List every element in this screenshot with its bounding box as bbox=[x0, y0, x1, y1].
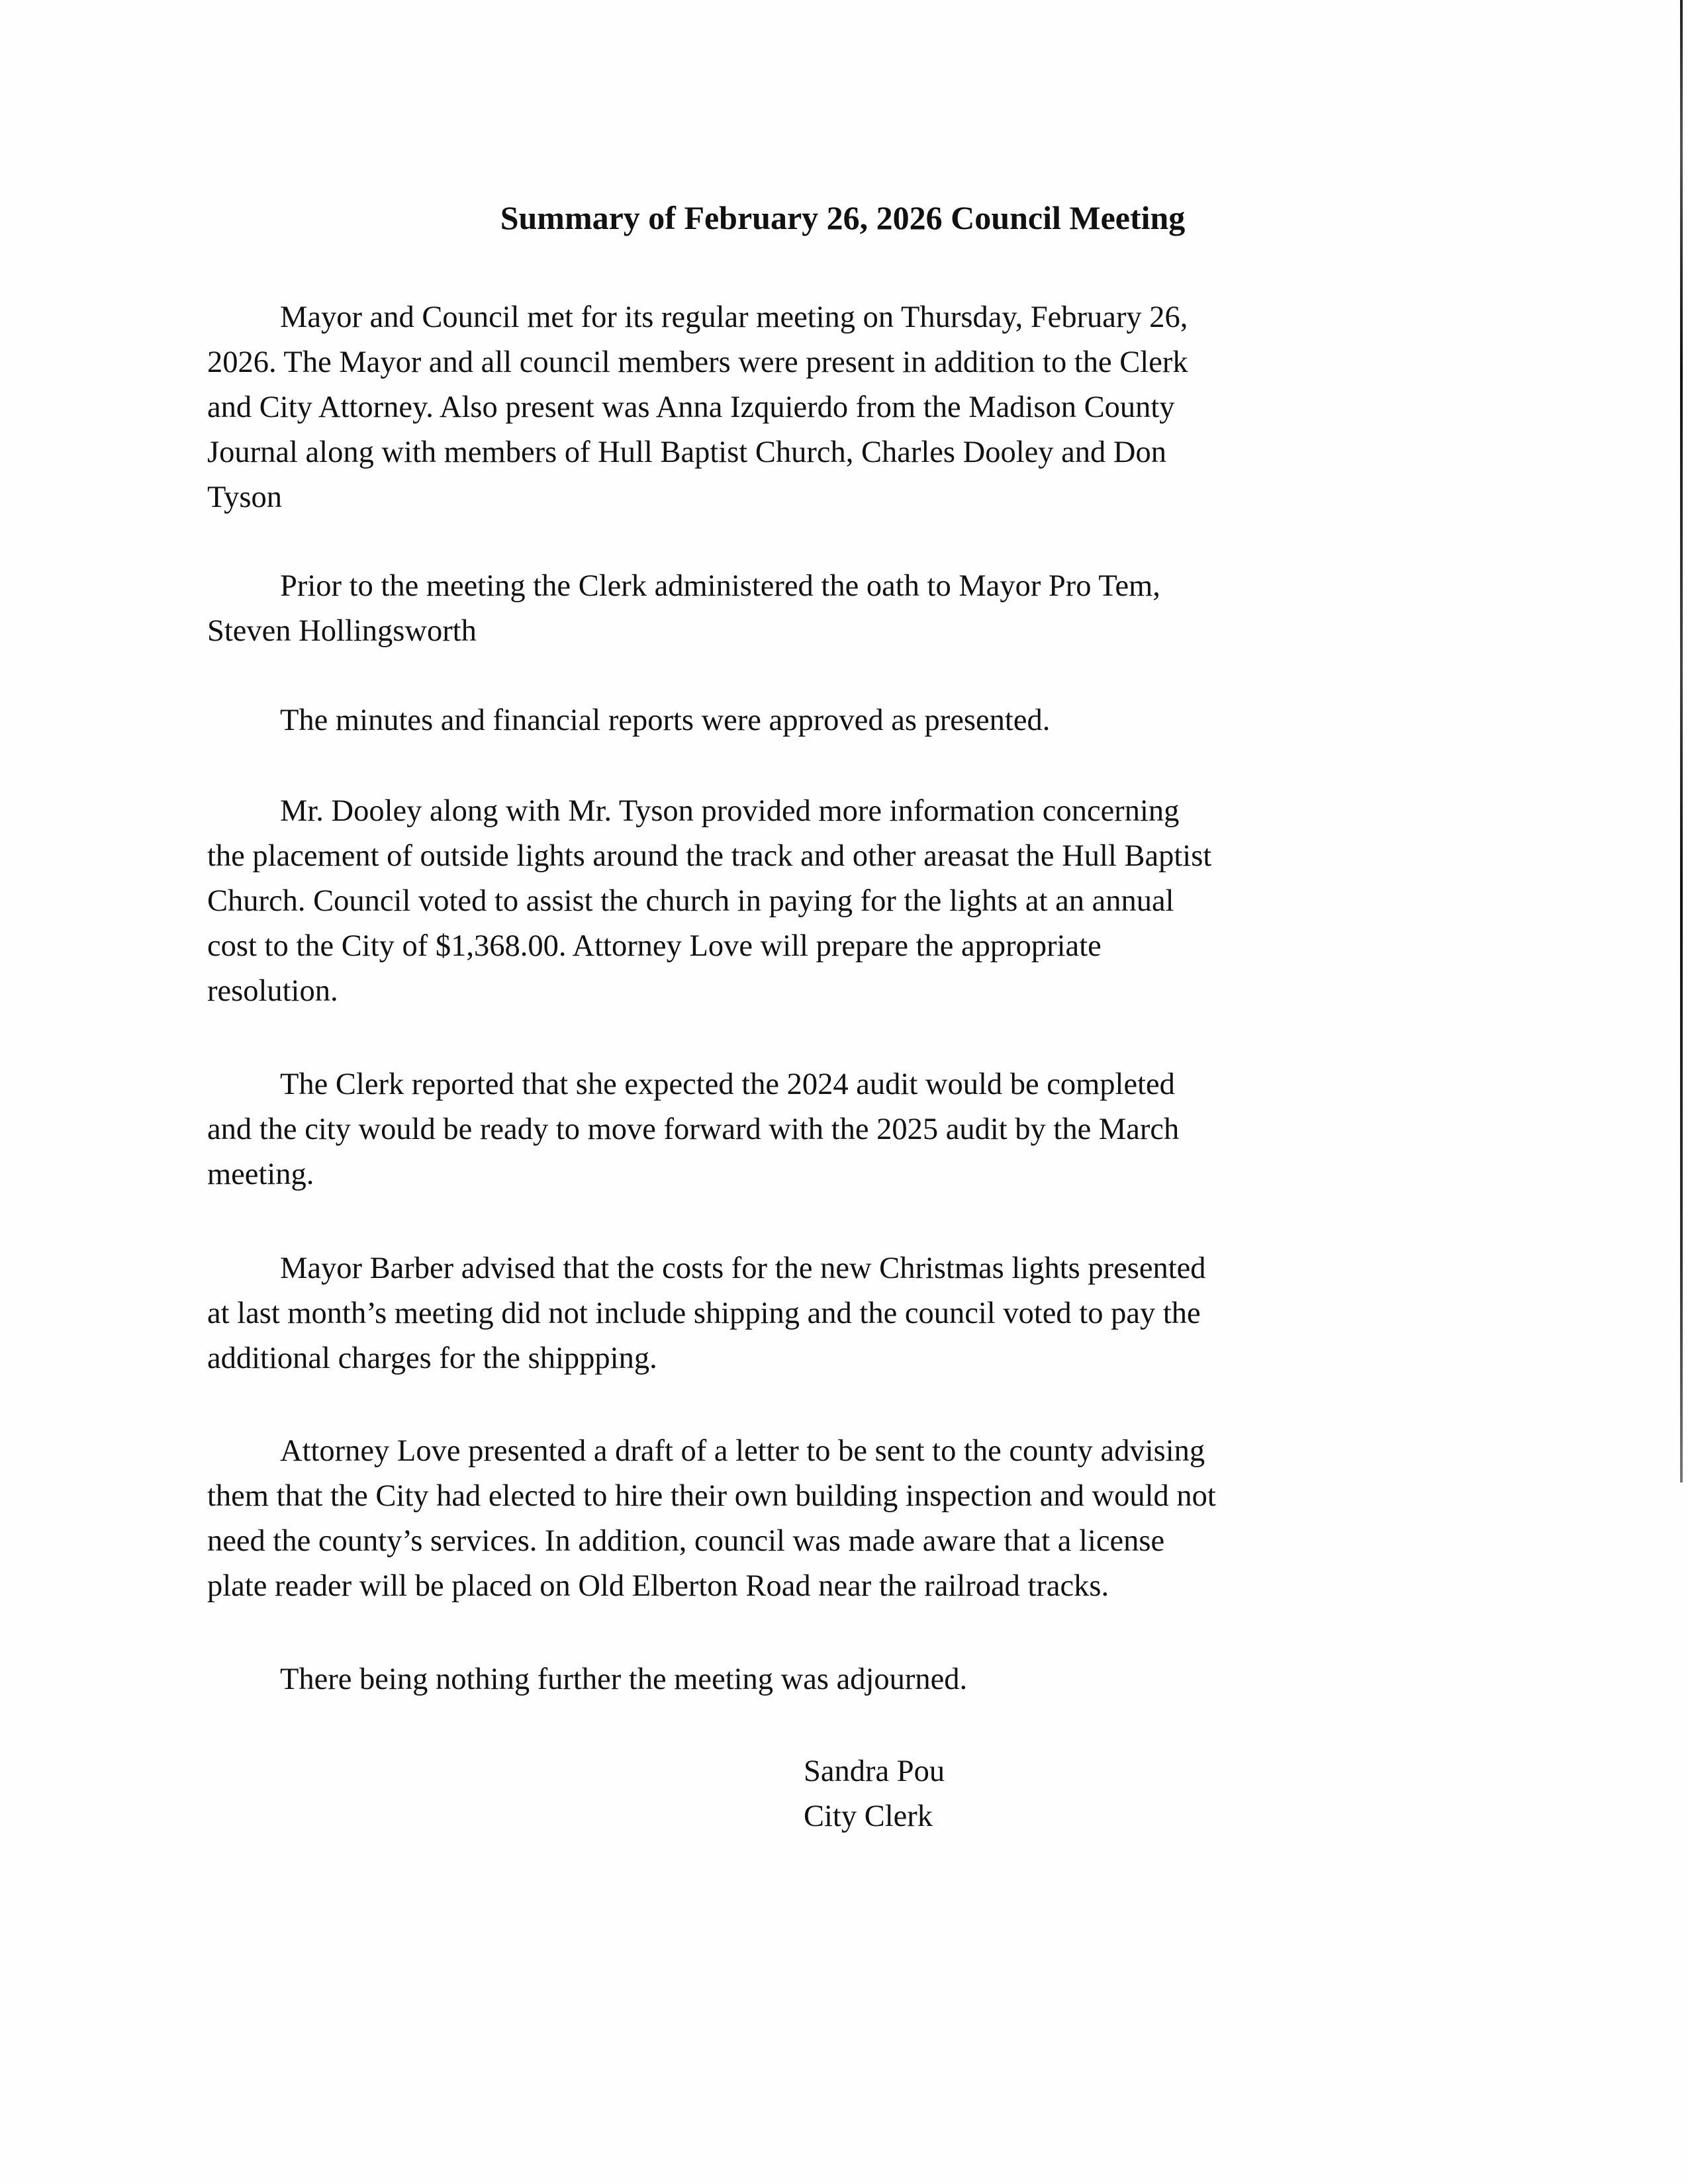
paragraph-line: The minutes and financial reports were approved as presented. bbox=[280, 704, 1051, 737]
paragraph-line: Attorney Love presented a draft of a letter to be sent to the county advising bbox=[280, 1434, 1205, 1468]
signature-name: Sandra Pou bbox=[804, 1754, 945, 1788]
paragraph-minutes bbox=[207, 698, 1505, 743]
paragraph-attendance bbox=[207, 295, 1505, 520]
paragraph-christmas-lights bbox=[207, 1246, 1505, 1381]
paragraph-oath bbox=[207, 564, 1505, 654]
paragraph-line: Steven Hollingsworth bbox=[207, 614, 477, 648]
paragraph-line: meeting. bbox=[207, 1158, 314, 1191]
paragraph-line: 2026. The Mayor and all council members were present in addition to the Clerk bbox=[207, 345, 1188, 379]
paragraph-building-inspection bbox=[207, 1429, 1505, 1609]
paragraph-line: cost to the City of $1,368.00. Attorney Love will prepare the appropriate bbox=[207, 929, 1102, 963]
document-title bbox=[0, 199, 1688, 237]
signature-title: City Clerk bbox=[804, 1799, 933, 1833]
paragraph-line: and the city would be ready to move forward with the 2025 audit by the March bbox=[207, 1113, 1180, 1146]
paragraph-line: the placement of outside lights around the track and other areasat the Hull Baptist bbox=[207, 839, 1212, 873]
paragraph-lights bbox=[207, 789, 1505, 1014]
paragraph-line: them that the City had elected to hire their own building inspection and would not bbox=[207, 1479, 1216, 1513]
paragraph-line: at last month’s meeting did not include shipping and the council voted to pay the bbox=[207, 1297, 1201, 1330]
document-title-text: Summary of February 26, 2026 Council Meeting bbox=[500, 199, 1186, 236]
paragraph-line: resolution. bbox=[207, 974, 338, 1008]
paragraph-line: and City Attorney. Also present was Anna Izquierdo from the Madison County bbox=[207, 390, 1175, 424]
paragraph-line: additional charges for the shippping. bbox=[207, 1342, 657, 1375]
paragraph-line: Church. Council voted to assist the church in paying for the lights at an annual bbox=[207, 884, 1174, 918]
paragraph-line: Journal along with members of Hull Baptist Church, Charles Dooley and Don bbox=[207, 435, 1167, 469]
paragraph-audit bbox=[207, 1062, 1505, 1197]
paragraph-line: Prior to the meeting the Clerk administered the oath to Mayor Pro Tem, bbox=[280, 569, 1160, 603]
paragraph-line: There being nothing further the meeting was adjourned. bbox=[280, 1662, 968, 1696]
paragraph-line: Mayor Barber advised that the costs for the new Christmas lights presented bbox=[280, 1251, 1206, 1285]
paragraph-line: Mayor and Council met for its regular meeting on Thursday, February 26, bbox=[280, 300, 1188, 334]
paragraph-line: Tyson bbox=[207, 480, 283, 514]
paragraph-line: Mr. Dooley along with Mr. Tyson provided more information concerning bbox=[280, 794, 1180, 828]
paragraph-line: need the county’s services. In addition, council was made aware that a license bbox=[207, 1524, 1165, 1558]
scan-edge-line bbox=[1680, 0, 1683, 1482]
paragraph-adjourned bbox=[207, 1657, 1505, 1702]
paragraph-line: The Clerk reported that she expected the 2024 audit would be completed bbox=[280, 1068, 1175, 1101]
signature-block bbox=[804, 1749, 945, 1839]
paragraph-line: plate reader will be placed on Old Elberton Road near the railroad tracks. bbox=[207, 1569, 1109, 1603]
